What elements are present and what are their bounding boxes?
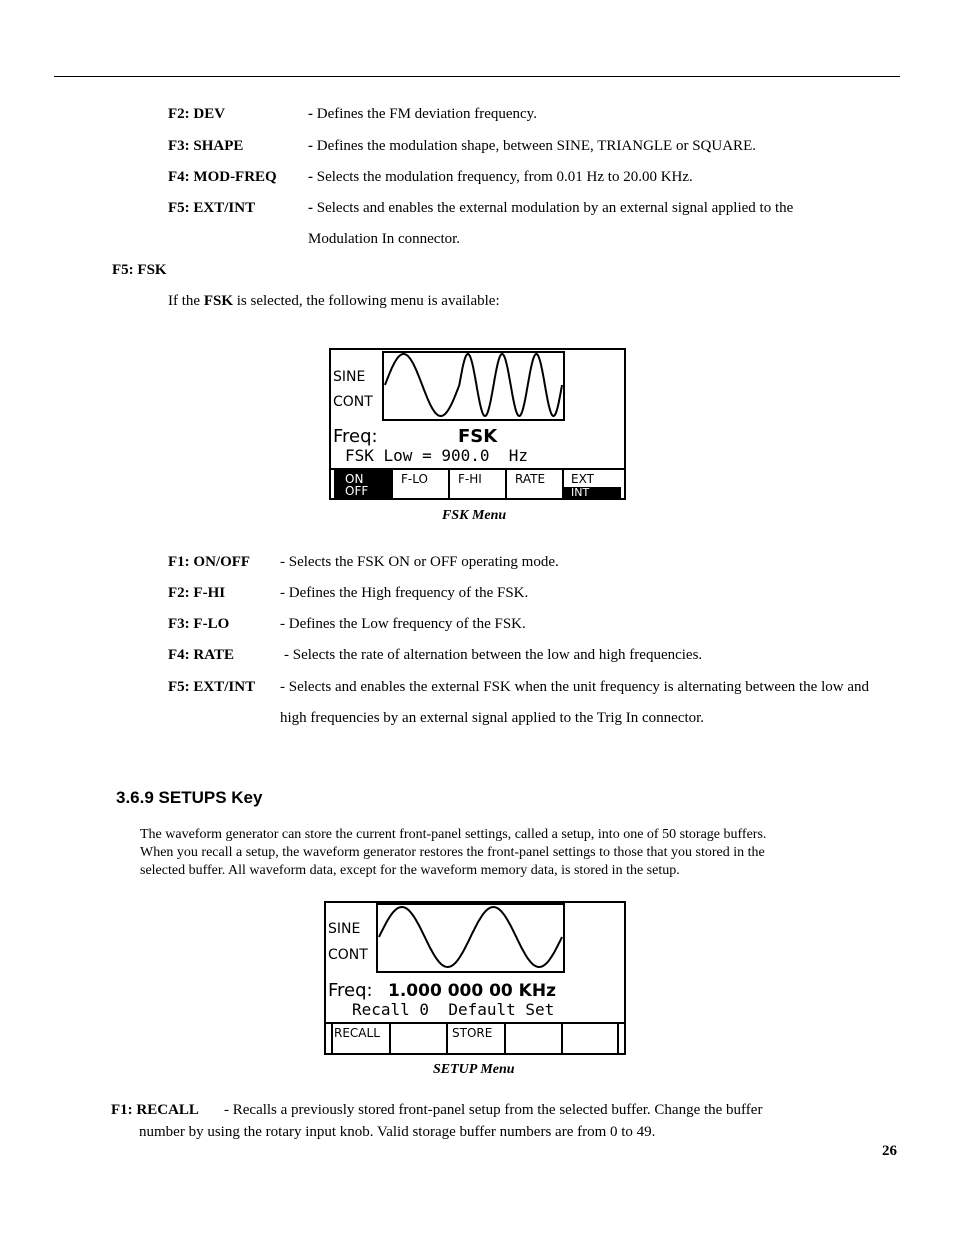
- softkey-f-hi: F-HI: [458, 472, 482, 486]
- body-line: The waveform generator can store the current front-panel settings, called a setup, into one of 50 storage buffers.: [140, 827, 767, 842]
- lcd-line2: Recall 0 Default Set: [352, 1000, 555, 1019]
- param-desc: - Selects the rate of alternation between the low and high frequencies.: [284, 647, 703, 663]
- page-number: 26: [882, 1143, 897, 1159]
- param-key: F1: RECALL: [111, 1102, 199, 1118]
- lcd-side-label: SINE: [328, 921, 361, 937]
- softkey-store: STORE: [452, 1026, 493, 1040]
- lcd-freq-label: Freq:: [333, 426, 378, 447]
- param-desc: - Defines the High frequency of the FSK.: [280, 585, 529, 601]
- fsk-lcd-display: [329, 348, 626, 500]
- softkey-ext: EXT: [571, 472, 594, 486]
- lcd-line2: FSK Low = 900.0 Hz: [345, 446, 529, 465]
- softkey-f-lo: F-LO: [401, 472, 428, 486]
- softkey-recall: RECALL: [334, 1026, 380, 1040]
- param-key: F5: EXT/INT: [168, 200, 256, 216]
- param-key: F4: RATE: [168, 647, 234, 663]
- param-desc: - Defines the modulation shape, between SINE, TRIANGLE or SQUARE.: [308, 138, 756, 154]
- param-desc: - Selects the modulation frequency, from 0.01 Hz to 20.00 KHz.: [308, 169, 693, 185]
- lcd-freq-value: 1.000 000 00 KHz: [388, 981, 556, 1001]
- body-line: When you recall a setup, the waveform generator restores the front-panel settings to those that you stored in the: [140, 845, 765, 860]
- param-key: F1: ON/OFF: [168, 554, 251, 570]
- param-key: F3: SHAPE: [168, 138, 244, 154]
- fsk-waveform: [385, 354, 562, 416]
- fsk-intro: If the FSK is selected, the following menu is available:: [168, 293, 500, 309]
- sine-waveform: [379, 907, 562, 967]
- fsk-caption: FSK Menu: [442, 508, 507, 523]
- param-desc: - Selects the FSK ON or OFF operating mode.: [280, 554, 559, 570]
- body-line: selected buffer. All waveform data, except for the waveform memory data, is stored in the setup.: [140, 863, 680, 878]
- lcd-freq-label: Freq:: [328, 980, 373, 1001]
- param-key: F4: MOD-FREQ: [168, 169, 277, 185]
- param-desc: - Selects and enables the external FSK when the unit frequency is alternating between the low and: [280, 679, 869, 695]
- svg-text:OFF: OFF: [345, 484, 369, 498]
- lcd-side-label: SINE: [333, 369, 366, 385]
- param-desc-cont: number by using the rotary input knob. Valid storage buffer numbers are from 0 to 49.: [139, 1124, 656, 1140]
- softkey-rate: RATE: [515, 472, 546, 486]
- param-desc: - Recalls a previously stored front-panel setup from the selected buffer. Change the buffer: [224, 1102, 763, 1118]
- setup-lcd-display: [324, 901, 626, 1055]
- svg-text:ON: ON: [345, 472, 364, 486]
- lcd-side-label: CONT: [328, 947, 368, 963]
- param-desc: - Defines the FM deviation frequency.: [308, 106, 537, 122]
- param-desc-cont: high frequencies by an external signal applied to the Trig In connector.: [280, 710, 705, 726]
- header-rule: [54, 76, 900, 77]
- lcd-title: FSK: [458, 426, 498, 447]
- param-key: F3: F-LO: [168, 616, 230, 632]
- waveform-window: [383, 352, 564, 420]
- fsk-heading: F5: FSK: [112, 262, 167, 278]
- param-key: F5: EXT/INT: [168, 679, 256, 695]
- svg-text:INT: INT: [571, 486, 590, 498]
- param-desc: - Defines the Low frequency of the FSK.: [280, 616, 526, 632]
- param-desc-cont: Modulation In connector.: [308, 231, 461, 247]
- param-key: F2: F-HI: [168, 585, 226, 601]
- lcd-side-label: CONT: [333, 394, 373, 410]
- section-heading: 3.6.9 SETUPS Key: [116, 788, 263, 807]
- param-desc: - Selects and enables the external modulation by an external signal applied to the: [308, 200, 794, 216]
- param-key: F2: DEV: [168, 106, 226, 122]
- setup-caption: SETUP Menu: [433, 1062, 515, 1077]
